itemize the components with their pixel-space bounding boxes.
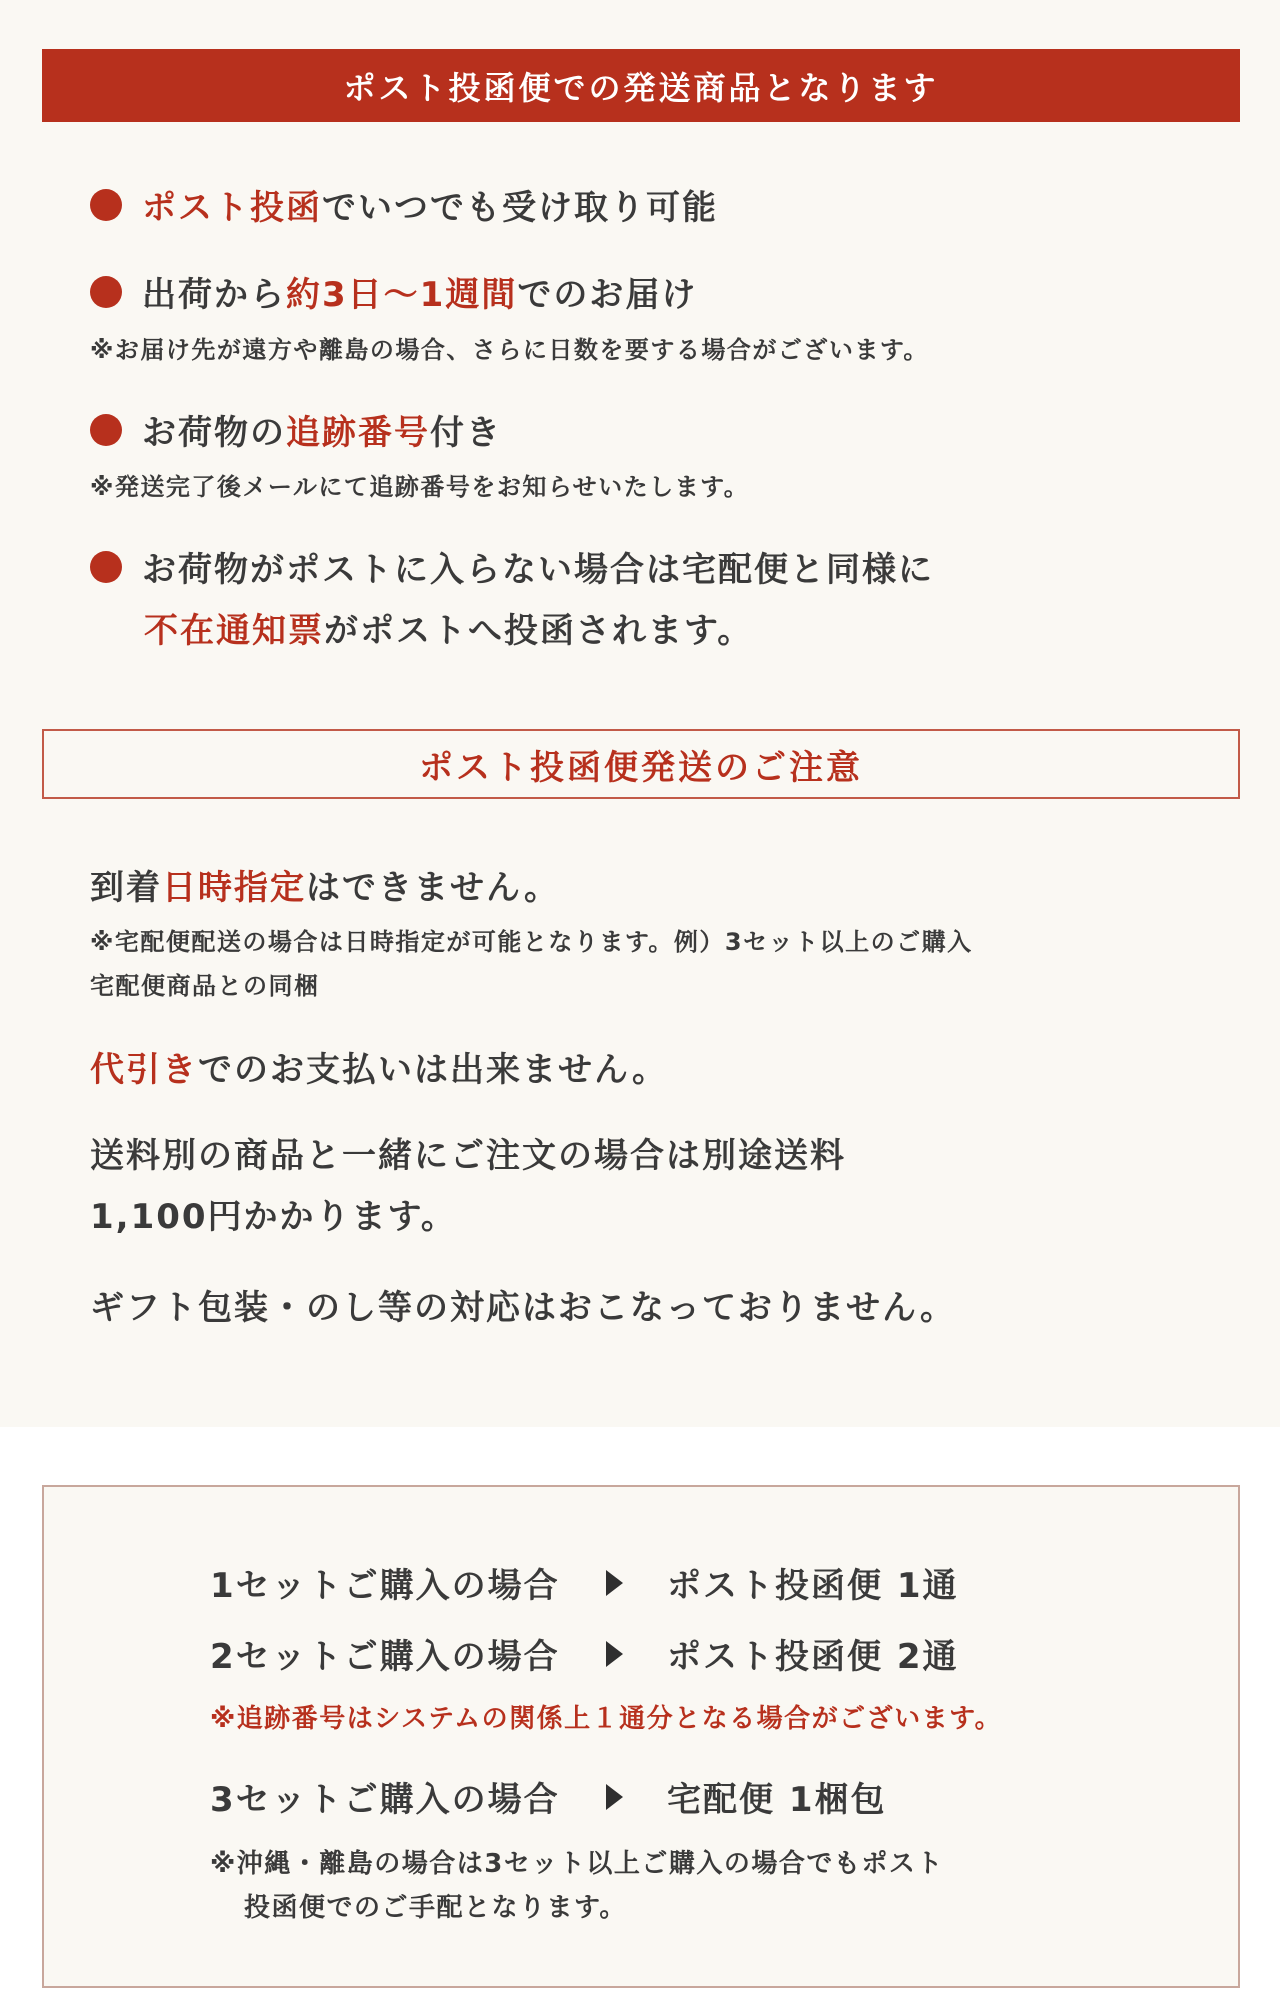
feature-item-absence-notice: お荷物がポストに入らない場合は宅配便と同様に xyxy=(90,542,934,591)
set-row-label: 2セットご購入の場合 xyxy=(210,1637,560,1677)
caution-extra-shipping-line1: 送料別の商品と一緒にご注文の場合は別途送料 xyxy=(90,1136,846,1176)
set-row-value: ポスト投函便 1通 xyxy=(667,1566,959,1606)
set-row-label: 3セットご購入の場合 xyxy=(210,1780,560,1820)
caution-title: ポスト投函便発送のご注意 xyxy=(419,747,863,788)
set-row-value: 宅配便 1梱包 xyxy=(667,1780,887,1820)
okinawa-note-line2: 投函便でのご手配となります。 xyxy=(244,1893,627,1923)
tracking-one-parcel-note: ※追跡番号はシステムの関係上１通分となる場合がございます。 xyxy=(210,1704,1003,1734)
set-row-1 xyxy=(210,1558,959,1607)
bullet-dot-icon xyxy=(90,551,122,583)
set-row-value: ポスト投函便 2通 xyxy=(667,1637,959,1677)
shipping-method-banner xyxy=(42,49,1240,122)
caution-no-date-time: 到着日時指定はできません。 xyxy=(90,868,561,908)
set-row-3 xyxy=(210,1772,887,1821)
caution-header xyxy=(42,729,1240,799)
feature-item-delivery-time: 出荷から 約3日〜1週間 でのお届け xyxy=(90,267,697,316)
set-row-label: 1セットご購入の場合 xyxy=(210,1566,560,1606)
feature-item-tracking: お荷物の 追跡番号 付き xyxy=(90,405,502,454)
arrow-right-icon xyxy=(606,1641,623,1667)
arrow-right-icon xyxy=(606,1784,623,1810)
tracking-note: ※発送完了後メールにて追跡番号をお知らせいたします。 xyxy=(90,473,750,501)
feature-item-post-delivery: ポスト投函 でいつでも受け取り可能 xyxy=(90,180,718,229)
banner-title: ポスト投函便での発送商品となります xyxy=(343,68,939,107)
caution-no-gift-wrap: ギフト包装・のし等の対応はおこなっておりません。 xyxy=(90,1288,957,1328)
caution-no-cod: 代引きでのお支払いは出来ません。 xyxy=(90,1050,669,1090)
date-time-note-line2: 宅配便商品との同梱 xyxy=(90,972,320,1000)
caution-extra-shipping-line2: 1,100円かかります。 xyxy=(90,1197,457,1237)
delivery-time-note: ※お届け先が遠方や離島の場合、さらに日数を要する場合がございます。 xyxy=(90,336,929,364)
okinawa-note-line1: ※沖縄・離島の場合は3セット以上ご購入の場合でもポスト xyxy=(210,1849,944,1879)
bullet-dot-icon xyxy=(90,414,122,446)
absence-notice-line2: 不在通知票がポストへ投函されます。 xyxy=(144,611,754,651)
bullet-dot-icon xyxy=(90,276,122,308)
arrow-right-icon xyxy=(606,1570,623,1596)
set-row-2 xyxy=(210,1629,959,1678)
date-time-note-line1: ※宅配便配送の場合は日時指定が可能となります。例）3セット以上のご購入 xyxy=(90,928,973,956)
bullet-dot-icon xyxy=(90,189,122,221)
